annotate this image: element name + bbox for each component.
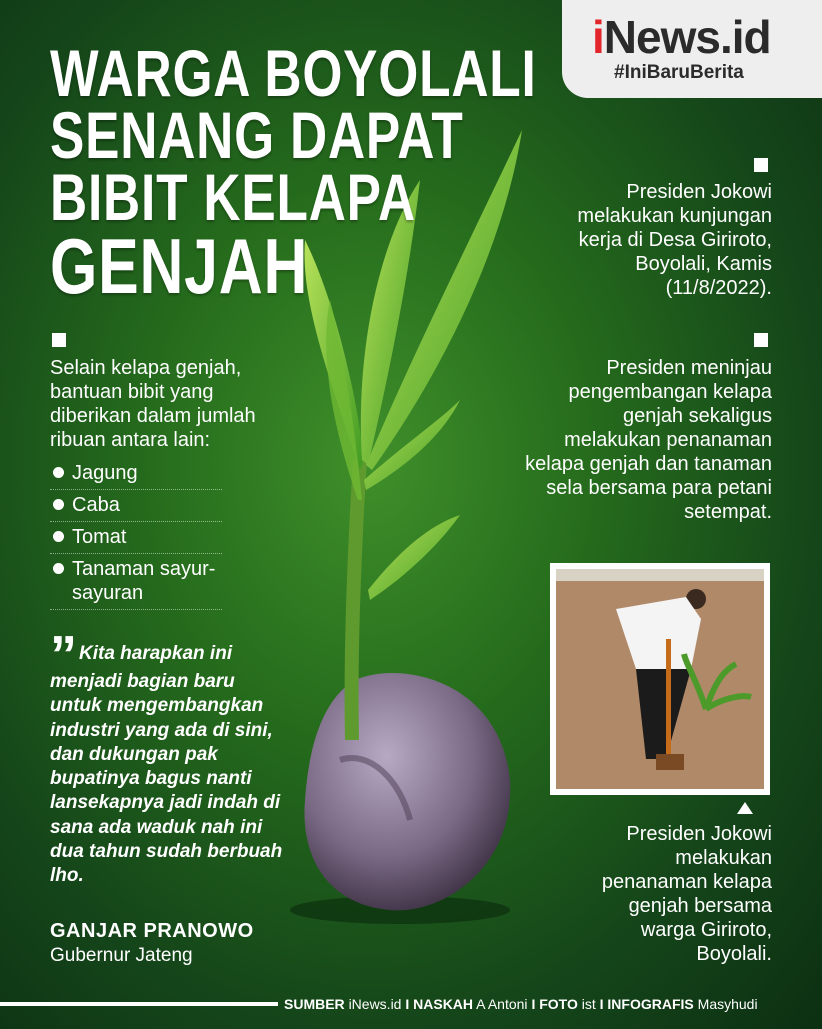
logo-i: i	[592, 11, 604, 63]
credits-footer	[284, 996, 758, 1012]
photo-illustration	[556, 569, 764, 789]
title-line: SENANG DAPAT	[50, 98, 464, 172]
photo-caption: Presiden Jokowi melakukan penanaman kelapa genjah bersama warga Giriroto, Boyolali.	[601, 823, 772, 965]
photo-jokowi-planting	[550, 563, 770, 795]
logo-text: News.id	[603, 11, 771, 63]
footer-divider	[0, 1002, 278, 1006]
list-item: Tanaman sayur-sayuran	[50, 554, 222, 610]
credit-label: INFOGRAFIS	[607, 996, 694, 1012]
seed-list	[50, 458, 222, 610]
quote-mark-icon: ”	[50, 625, 73, 685]
bullet-square-icon	[754, 158, 768, 172]
credit-value: iNews.id	[348, 996, 402, 1012]
list-item: Jagung	[50, 458, 222, 490]
list-item: Tomat	[50, 522, 222, 554]
credit-separator: I	[531, 996, 536, 1012]
credit-separator: I	[405, 996, 410, 1012]
right-paragraph-1: Presiden Jokowi melakukan kunjungan kerja di Desa Giriroto, Boyolali, Kamis (11/8/2022).	[577, 181, 772, 299]
quote-author: GANJAR PRANOWO	[50, 920, 254, 942]
quote-text: Kita harapkan ini menjadi bagian baru untuk mengembangkan industri yang ada di sini, dan dukungan pak bupatinya bagus nanti lansekapnya jadi indah di sana ada waduk nah ini dua tahun sudah berbuah lho.	[50, 643, 283, 887]
right-paragraph-2: Presiden meninjau pengembangan kelapa genjah sekaligus melakukan penanaman kelapa genjah dan tanaman sela bersama para petani setempat.	[525, 357, 772, 523]
bullet-square-icon	[52, 333, 66, 347]
list-item: Caba	[50, 490, 222, 522]
credit-label: NASKAH	[413, 996, 474, 1012]
bullet-square-icon	[754, 333, 768, 347]
title-line: WARGA BOYOLALI	[50, 36, 537, 110]
quote-author-role: Gubernur Jateng	[50, 945, 193, 966]
title-line: GENJAH	[50, 222, 309, 310]
triangle-up-icon	[737, 802, 753, 814]
credit-value: A Antoni	[476, 996, 528, 1012]
credit-label: SUMBER	[284, 996, 345, 1012]
credit-value: Masyhudi	[697, 996, 758, 1012]
credit-value: ist	[581, 996, 596, 1012]
intro-text: Selain kelapa genjah, bantuan bibit yang diberikan dalam jumlah ribuan antara lain:	[50, 357, 256, 451]
inews-logo	[562, 0, 822, 98]
logo-tagline: #IniBaruBerita	[614, 62, 744, 83]
credit-label: FOTO	[539, 996, 578, 1012]
quote-block	[50, 625, 290, 889]
credit-separator: I	[599, 996, 604, 1012]
page-title	[50, 36, 537, 310]
title-line: BIBIT KELAPA	[50, 160, 416, 234]
